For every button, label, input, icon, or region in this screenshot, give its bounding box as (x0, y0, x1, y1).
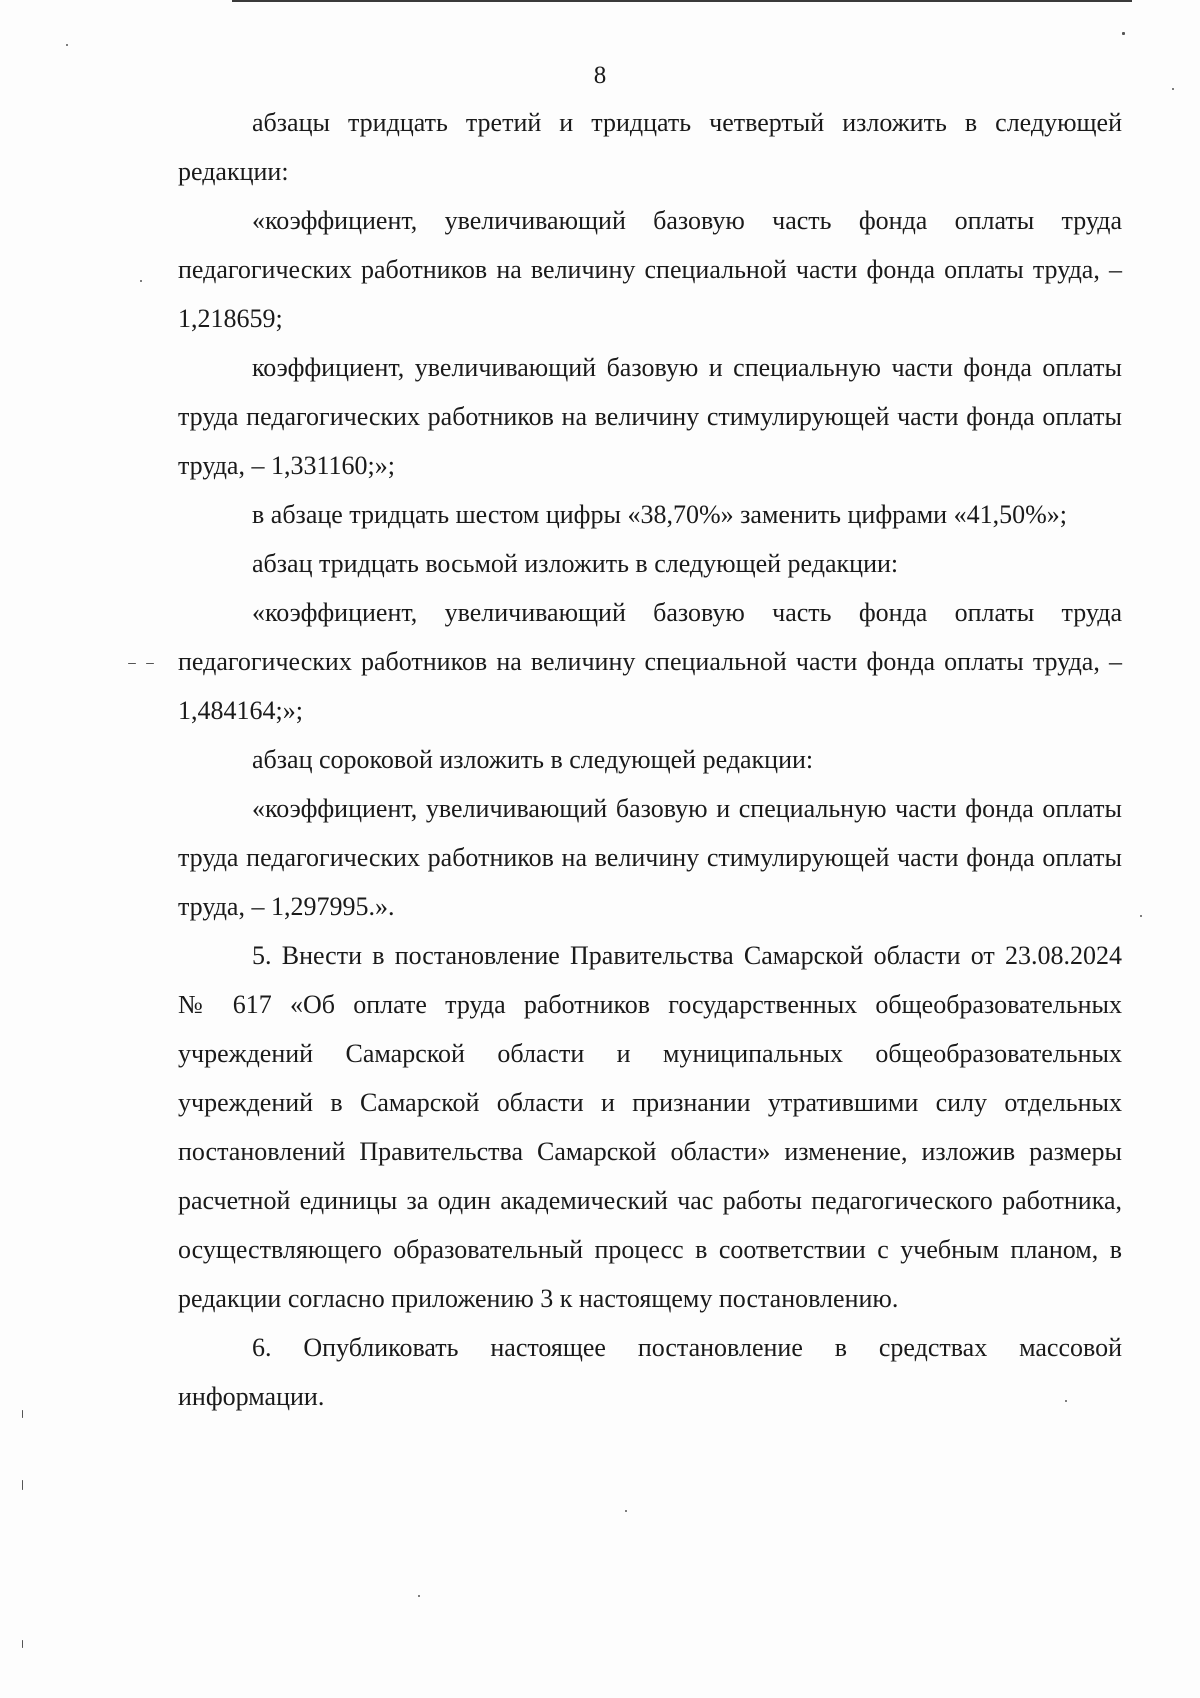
page-number: 8 (593, 62, 607, 89)
paragraph: 5. Внести в постановление Правительства Самарской области от 23.08.2024 № 617 «Об оплате труда работников государственных общеобразовательных учреждений Самарской области и муниципальных общеобразовательных учреждений в Самарской области и признании утратившими силу отдельных постановлений Правительства Самарской области» изменение, изложив размеры расчетной единицы за один академический час работы педагогического работника, осуществляющего образовательный процесс в соответствии с учебным планом, в редакции согласно приложению 3 к настоящему постановлению. (178, 941, 1122, 1313)
paragraph: абзацы тридцать третий и тридцать четвертый изложить в следующей редакции: (178, 108, 1122, 186)
paragraph: абзац тридцать восьмой изложить в следующей редакции: (252, 549, 899, 578)
document-body (178, 98, 1122, 1421)
paragraph: «коэффициент, увеличивающий базовую и специальную части фонда оплаты труда педагогических работников на величину стимулирующей части фонда оплаты труда, – 1,297995.». (178, 794, 1122, 921)
top-edge-line (232, 0, 1132, 2)
paragraph: коэффициент, увеличивающий базовую и специальную части фонда оплаты труда педагогических работников на величину стимулирующей части фонда оплаты труда, – 1,331160;»; (178, 353, 1122, 480)
paragraph: абзац сороковой изложить в следующей редакции: (252, 745, 814, 774)
paragraph: в абзаце тридцать шестом цифры «38,70%» заменить цифрами «41,50%»; (252, 500, 1067, 529)
paragraph: «коэффициент, увеличивающий базовую часть фонда оплаты труда педагогических работников на величину специальной части фонда оплаты труда, – 1,218659; (178, 206, 1122, 333)
paragraph: «коэффициент, увеличивающий базовую часть фонда оплаты труда педагогических работников на величину специальной части фонда оплаты труда, – 1,484164;»; (178, 598, 1122, 725)
paragraph: 6. Опубликовать настоящее постановление в средствах массовой информации. (178, 1333, 1122, 1411)
